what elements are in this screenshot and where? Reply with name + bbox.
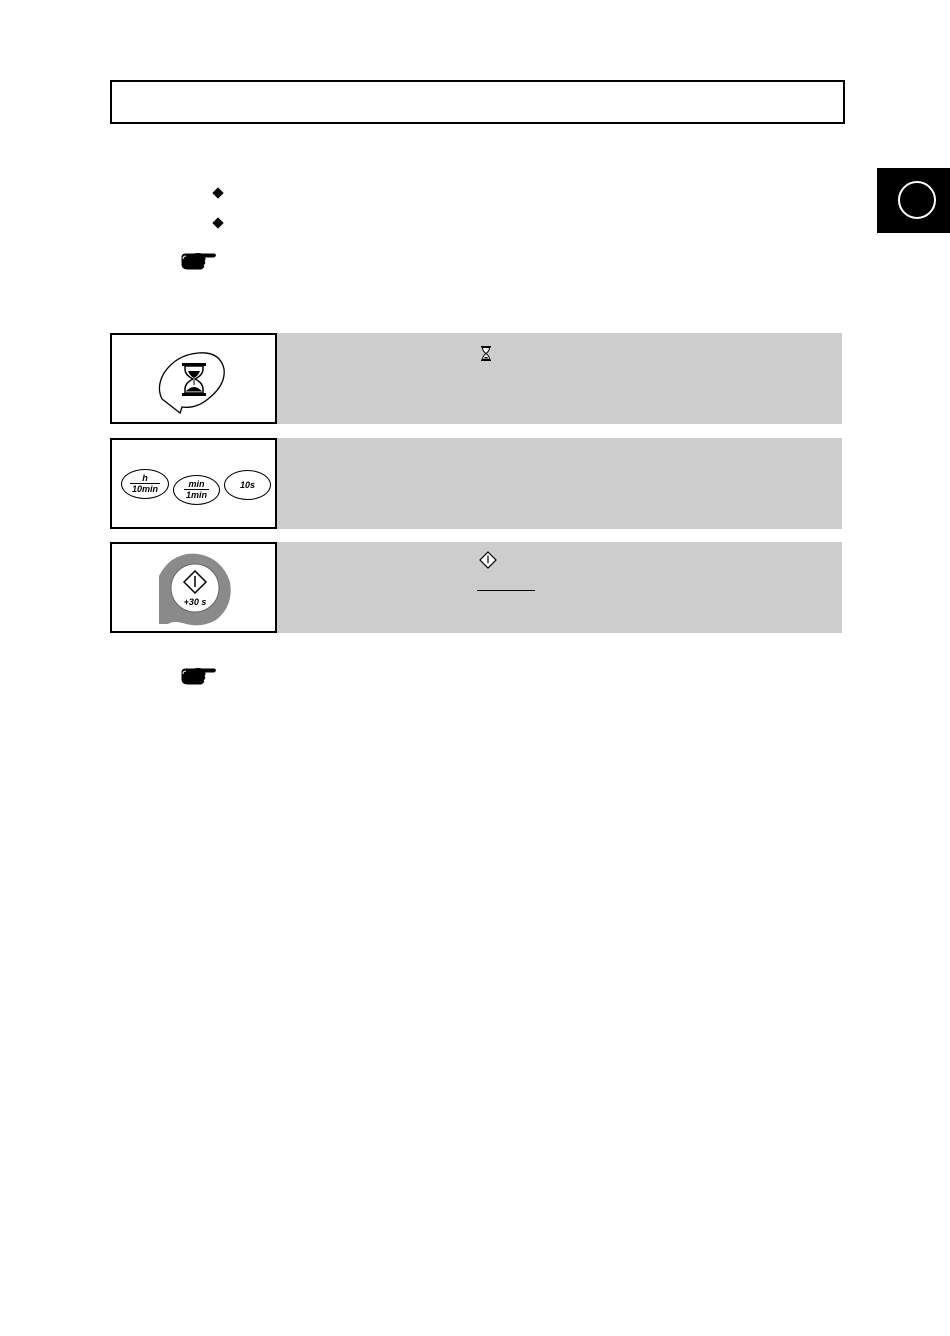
- pointing-hand-icon: [180, 666, 218, 688]
- page-title-frame: [110, 80, 845, 124]
- step-2-picture: [110, 438, 277, 529]
- minutes-key: [173, 475, 220, 505]
- hours-key-label: h: [130, 473, 160, 484]
- step-3: [110, 542, 842, 630]
- underline-rule: [477, 590, 535, 591]
- minutes-key-sublabel: 1min: [185, 490, 207, 500]
- language-tab: [877, 168, 950, 233]
- diamond-bullet-icon: [212, 217, 223, 228]
- hourglass-icon: [481, 346, 491, 361]
- seconds-key: [224, 470, 271, 500]
- step-1-picture: [110, 333, 277, 424]
- language-circle-icon: [898, 181, 936, 219]
- hours-key: [121, 469, 169, 499]
- hourglass-button-illustration: [112, 335, 275, 422]
- diamond-bullet-icon: [212, 187, 223, 198]
- step-2: [110, 438, 842, 526]
- minutes-key-label: min: [184, 479, 209, 490]
- step-3-picture: [110, 542, 277, 633]
- step-1-panel: [277, 333, 842, 424]
- pointing-hand-icon: [180, 251, 218, 273]
- step-2-panel: [277, 438, 842, 529]
- start-diamond-icon: [479, 551, 497, 569]
- step-1: [110, 333, 842, 421]
- hours-key-sublabel: 10min: [131, 484, 158, 494]
- start-key-label: +30 s: [183, 597, 207, 607]
- start-button-illustration: [112, 544, 275, 631]
- step-3-panel: [277, 542, 842, 633]
- seconds-key-label: 10s: [239, 480, 256, 490]
